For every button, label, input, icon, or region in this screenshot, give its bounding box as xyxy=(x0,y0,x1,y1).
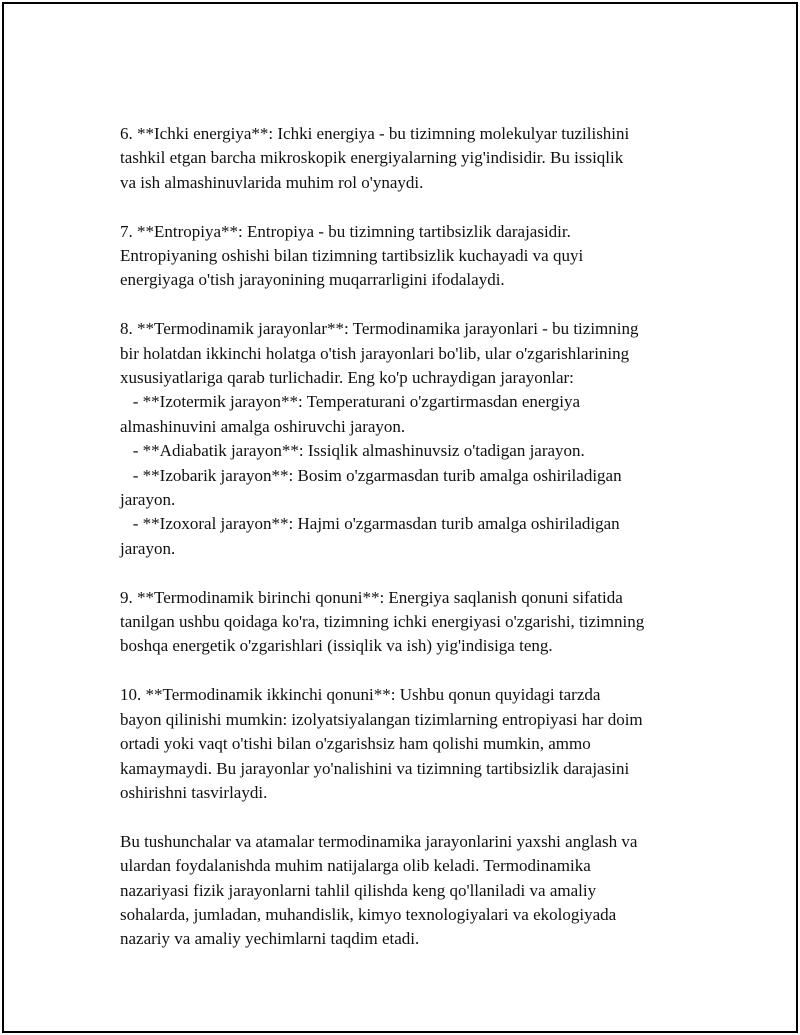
list-item-isochoric: - **Izoxoral jarayon**: Hajmi o'zgarmasdan turib amalga oshiriladigan xyxy=(120,514,620,534)
text-line: Entropiyaning oshishi bilan tizimning tartibsizlik kuchayadi va quyi xyxy=(120,246,584,266)
text-line: almashinuvini amalga oshiruvchi jarayon. xyxy=(120,416,406,436)
text-line: jarayon. xyxy=(120,538,176,558)
list-item-adiabatic: - **Adiabatik jarayon**: Issiqlik almashinuvsiz o'tadigan jarayon. xyxy=(120,441,585,461)
text-line: xususiyatlariga qarab turlichadir. Eng ko'p uchraydigan jarayonlar: xyxy=(120,368,574,388)
text-line: tanilgan ushbu qoidaga ko'ra, tizimning ichki energiyasi o'zgarishi, tizimning xyxy=(120,612,645,632)
text-line: jarayon. xyxy=(120,490,176,510)
list-item-isobaric: - **Izobarik jarayon**: Bosim o'zgarmasdan turib amalga oshiriladigan xyxy=(120,465,622,485)
text-line: va ish almashinuvlarida muhim rol o'ynaydi. xyxy=(120,172,424,192)
text-line: oshirishni tasvirlaydi. xyxy=(120,782,268,802)
document-body xyxy=(120,122,700,976)
paragraph-entropy xyxy=(120,220,700,293)
list-item-isothermal: - **Izotermik jarayon**: Temperaturani o'zgartirmasdan energiya xyxy=(120,392,581,412)
text-line: boshqa energetik o'zgarishlari (issiqlik va ish) yig'indisiga teng. xyxy=(120,636,553,656)
paragraph-thermodynamic-processes xyxy=(120,317,700,561)
text-line: sohalarda, jumladan, muhandislik, kimyo texnologiyalari va ekologiyada xyxy=(120,904,617,924)
text-line: ortadi yoki vaqt o'tishi bilan o'zgarishsiz ham qolishi mumkin, ammo xyxy=(120,734,591,754)
text-line: bayon qilinishi mumkin: izolyatsiyalangan tizimlarning entropiyasi har doim xyxy=(120,709,643,729)
text-line: 7. **Entropiya**: Entropiya - bu tizimning tartibsizlik darajasidir. xyxy=(120,221,571,241)
paragraph-second-law xyxy=(120,683,700,805)
paragraph-internal-energy xyxy=(120,122,700,195)
text-line: 10. **Termodinamik ikkinchi qonuni**: Ushbu qonun quyidagi tarzda xyxy=(120,685,601,705)
document-page xyxy=(2,2,798,1033)
text-line: kamaymaydi. Bu jarayonlar yo'nalishini va tizimning tartibsizlik darajasini xyxy=(120,758,630,778)
text-line: 8. **Termodinamik jarayonlar**: Termodinamika jarayonlari - bu tizimning xyxy=(120,319,639,339)
paragraph-first-law xyxy=(120,586,700,659)
text-line: bir holatdan ikkinchi holatga o'tish jarayonlari bo'lib, ular o'zgarishlarining xyxy=(120,343,630,363)
text-line: nazariyasi fizik jarayonlarni tahlil qilishda keng qo'llaniladi va amaliy xyxy=(120,880,597,900)
paragraph-conclusion xyxy=(120,830,700,952)
text-line: 6. **Ichki energiya**: Ichki energiya - bu tizimning molekulyar tuzilishini xyxy=(120,124,630,143)
text-line: ulardan foydalanishda muhim natijalarga olib keladi. Termodinamika xyxy=(120,856,591,876)
text-line: Bu tushunchalar va atamalar termodinamika jarayonlarini yaxshi anglash va xyxy=(120,831,638,851)
text-line: energiyaga o'tish jarayonining muqarrarligini ifodalaydi. xyxy=(120,270,505,290)
text-line: 9. **Termodinamik birinchi qonuni**: Energiya saqlanish qonuni sifatida xyxy=(120,587,623,607)
text-line: nazariy va amaliy yechimlarni taqdim etadi. xyxy=(120,929,420,949)
text-line: tashkil etgan barcha mikroskopik energiyalarning yig'indisidir. Bu issiqlik xyxy=(120,148,624,168)
